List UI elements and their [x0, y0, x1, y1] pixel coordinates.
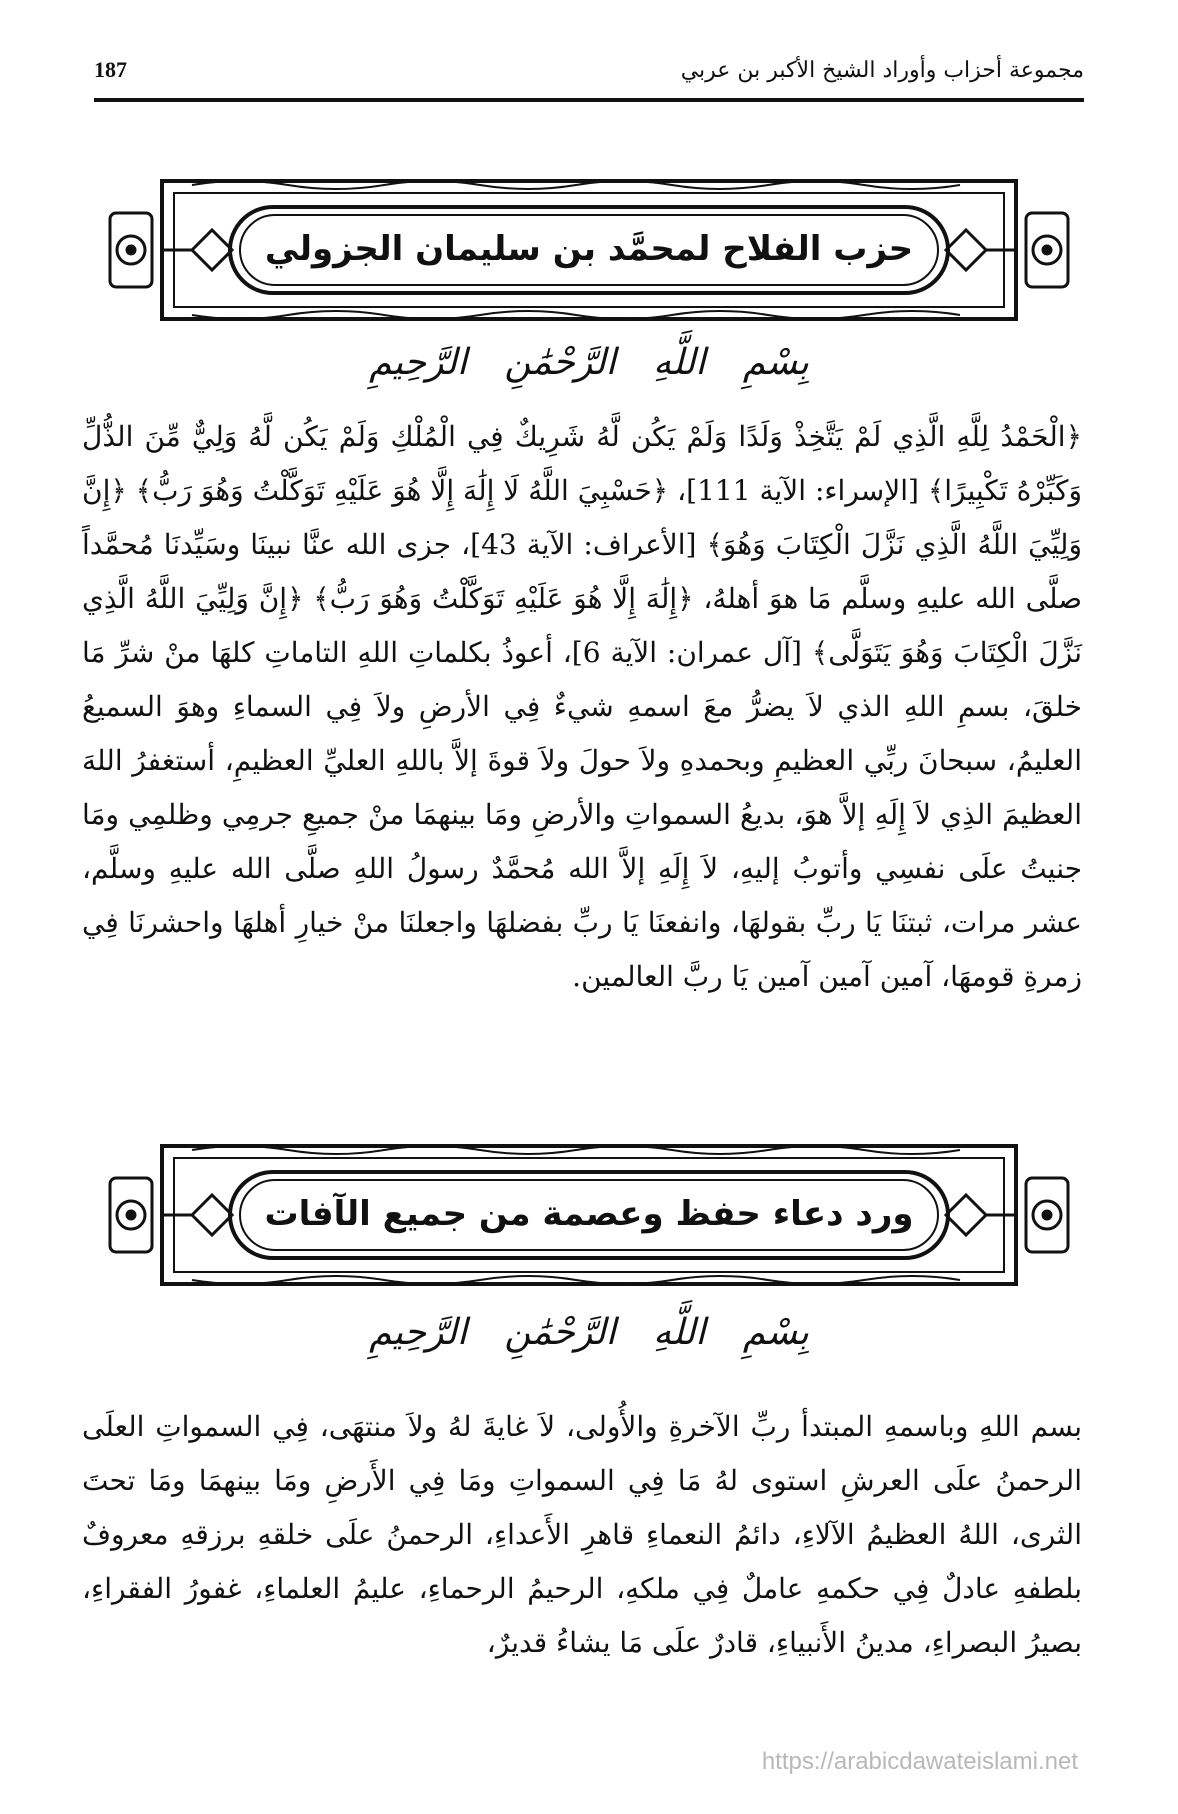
header-rule	[94, 98, 1084, 102]
section-1-paragraph: ﴿الْحَمْدُ لِلَّهِ الَّذِي لَمْ يَتَّخِذْ وَلَدًا وَلَمْ يَكُن لَّهُ شَرِيكٌ فِي الْمُلْكِ وَلَمْ يَكُن لَّهُ وَلِيٌّ مِّنَ الذُّلِّ وَكَبِّرْهُ تَكْبِيرًا﴾ [الإسراء: الآية 111]، ﴿حَسْبِيَ اللَّهُ لَا إِلَٰهَ إِلَّا هُوَ عَلَيْهِ تَوَكَّلْتُ وَهُوَ رَبُّ﴾ ﴿إِنَّ وَلِيِّيَ اللَّهُ الَّذِي نَزَّلَ الْكِتَابَ وَهُوَ﴾ [الأعراف: الآية 43]، جزى الله عنَّا نبينَا وسَيِّدنَا مُحمَّداً صلَّى الله عليهِ وسلَّم مَا هوَ أهلهُ، ﴿إِلَٰهَ إِلَّا هُوَ عَلَيْهِ تَوَكَّلْتُ وَهُوَ رَبُّ﴾ ﴿إِنَّ وَلِيِّيَ اللَّهُ الَّذِي نَزَّلَ الْكِتَابَ وَهُوَ يَتَوَلَّى﴾ [آل عمران: الآية 6]، أعوذُ بكلماتِ اللهِ التاماتِ كلهَا منْ شرِّ مَا خلقَ، بسمِ اللهِ الذي لاَ يضرُّ معَ اسمهِ شيءٌ فِي الأرضِ ولاَ فِي السماءِ وهوَ السميعُ العليمُ، سبحانَ ربِّي العظيمِ وبحمدهِ ولاَ حولَ ولاَ قوةَ إلاَّ باللهِ العليِّ العظيمِ، أستغفرُ اللهَ العظيمَ الذِي لاَ إِلَهِ إلاَّ هوَ، بديعُ السمواتِ والأرضِ ومَا بينهمَا منْ جميعِ جرمِي وظلمِي ومَا جنيتُ علَى نفسِي وأتوبُ إليهِ، لاَ إِلَهِ إلاَّ الله مُحمَّدٌ رسولُ اللهِ صلَّى الله عليهِ وسلَّم، عشر مرات، ثبتنَا يَا ربِّ بقولهَا، وانفعنَا يَا ربِّ بفضلهَا واجعلنَا منْ خيارِ أهلهَا واحشرنَا فِي زمرةِ قومهَا، آمين آمين آمين يَا ربَّ العالمين.	[82, 420, 1082, 993]
running-title: مجموعة أحزاب وأوراد الشيخ الأكبر بن عربي	[680, 57, 1084, 83]
section-title-banner-2	[100, 1140, 1078, 1290]
section-title-1: حزب الفلاح لمحمَّد بن سليمان الجزولي	[264, 229, 914, 269]
running-header	[94, 48, 1084, 92]
watermark: https://arabicdawateislami.net	[761, 1748, 1078, 1775]
basmala-2: بِسْمِ اللَّهِ الرَّحْمَٰنِ الرَّحِيمِ	[369, 1312, 809, 1353]
section-title-banner-1	[100, 175, 1078, 325]
basmala-1: بِسْمِ اللَّهِ الرَّحْمَٰنِ الرَّحِيمِ	[369, 342, 809, 383]
page-number: 187	[94, 57, 127, 82]
section-2-paragraph: بسم اللهِ وباسمهِ المبتدأ ربِّ الآخرةِ والأُولى، لاَ غايةَ لهُ ولاَ منتهَى، فِي السمواتِ العلَى الرحمنُ علَى العرشِ استوى لهُ مَا فِي السمواتِ ومَا فِي الأَرضِ ومَا بينهمَا ومَا تحتَ الثرى، اللهُ العظيمُ الآلاءِ، دائمُ النعماءِ قاهرِ الأَعداءِ، الرحمنُ علَى خلقهِ برزقهِ معروفٌ بلطفهِ عادلٌ فِي حكمهِ عاملٌ فِي ملكهِ، الرحيمُ الرحماءِ، عليمُ العلماءِ، غفورُ الفقراءِ، بصيرُ البصراءِ، مدينُ الأَنبياءِ، قادرٌ علَى مَا يشاءُ قديرٌ،	[82, 1410, 1082, 1659]
section-title-2: ورد دعاء حفظ وعصمة من جميع الآفات	[264, 1194, 914, 1234]
